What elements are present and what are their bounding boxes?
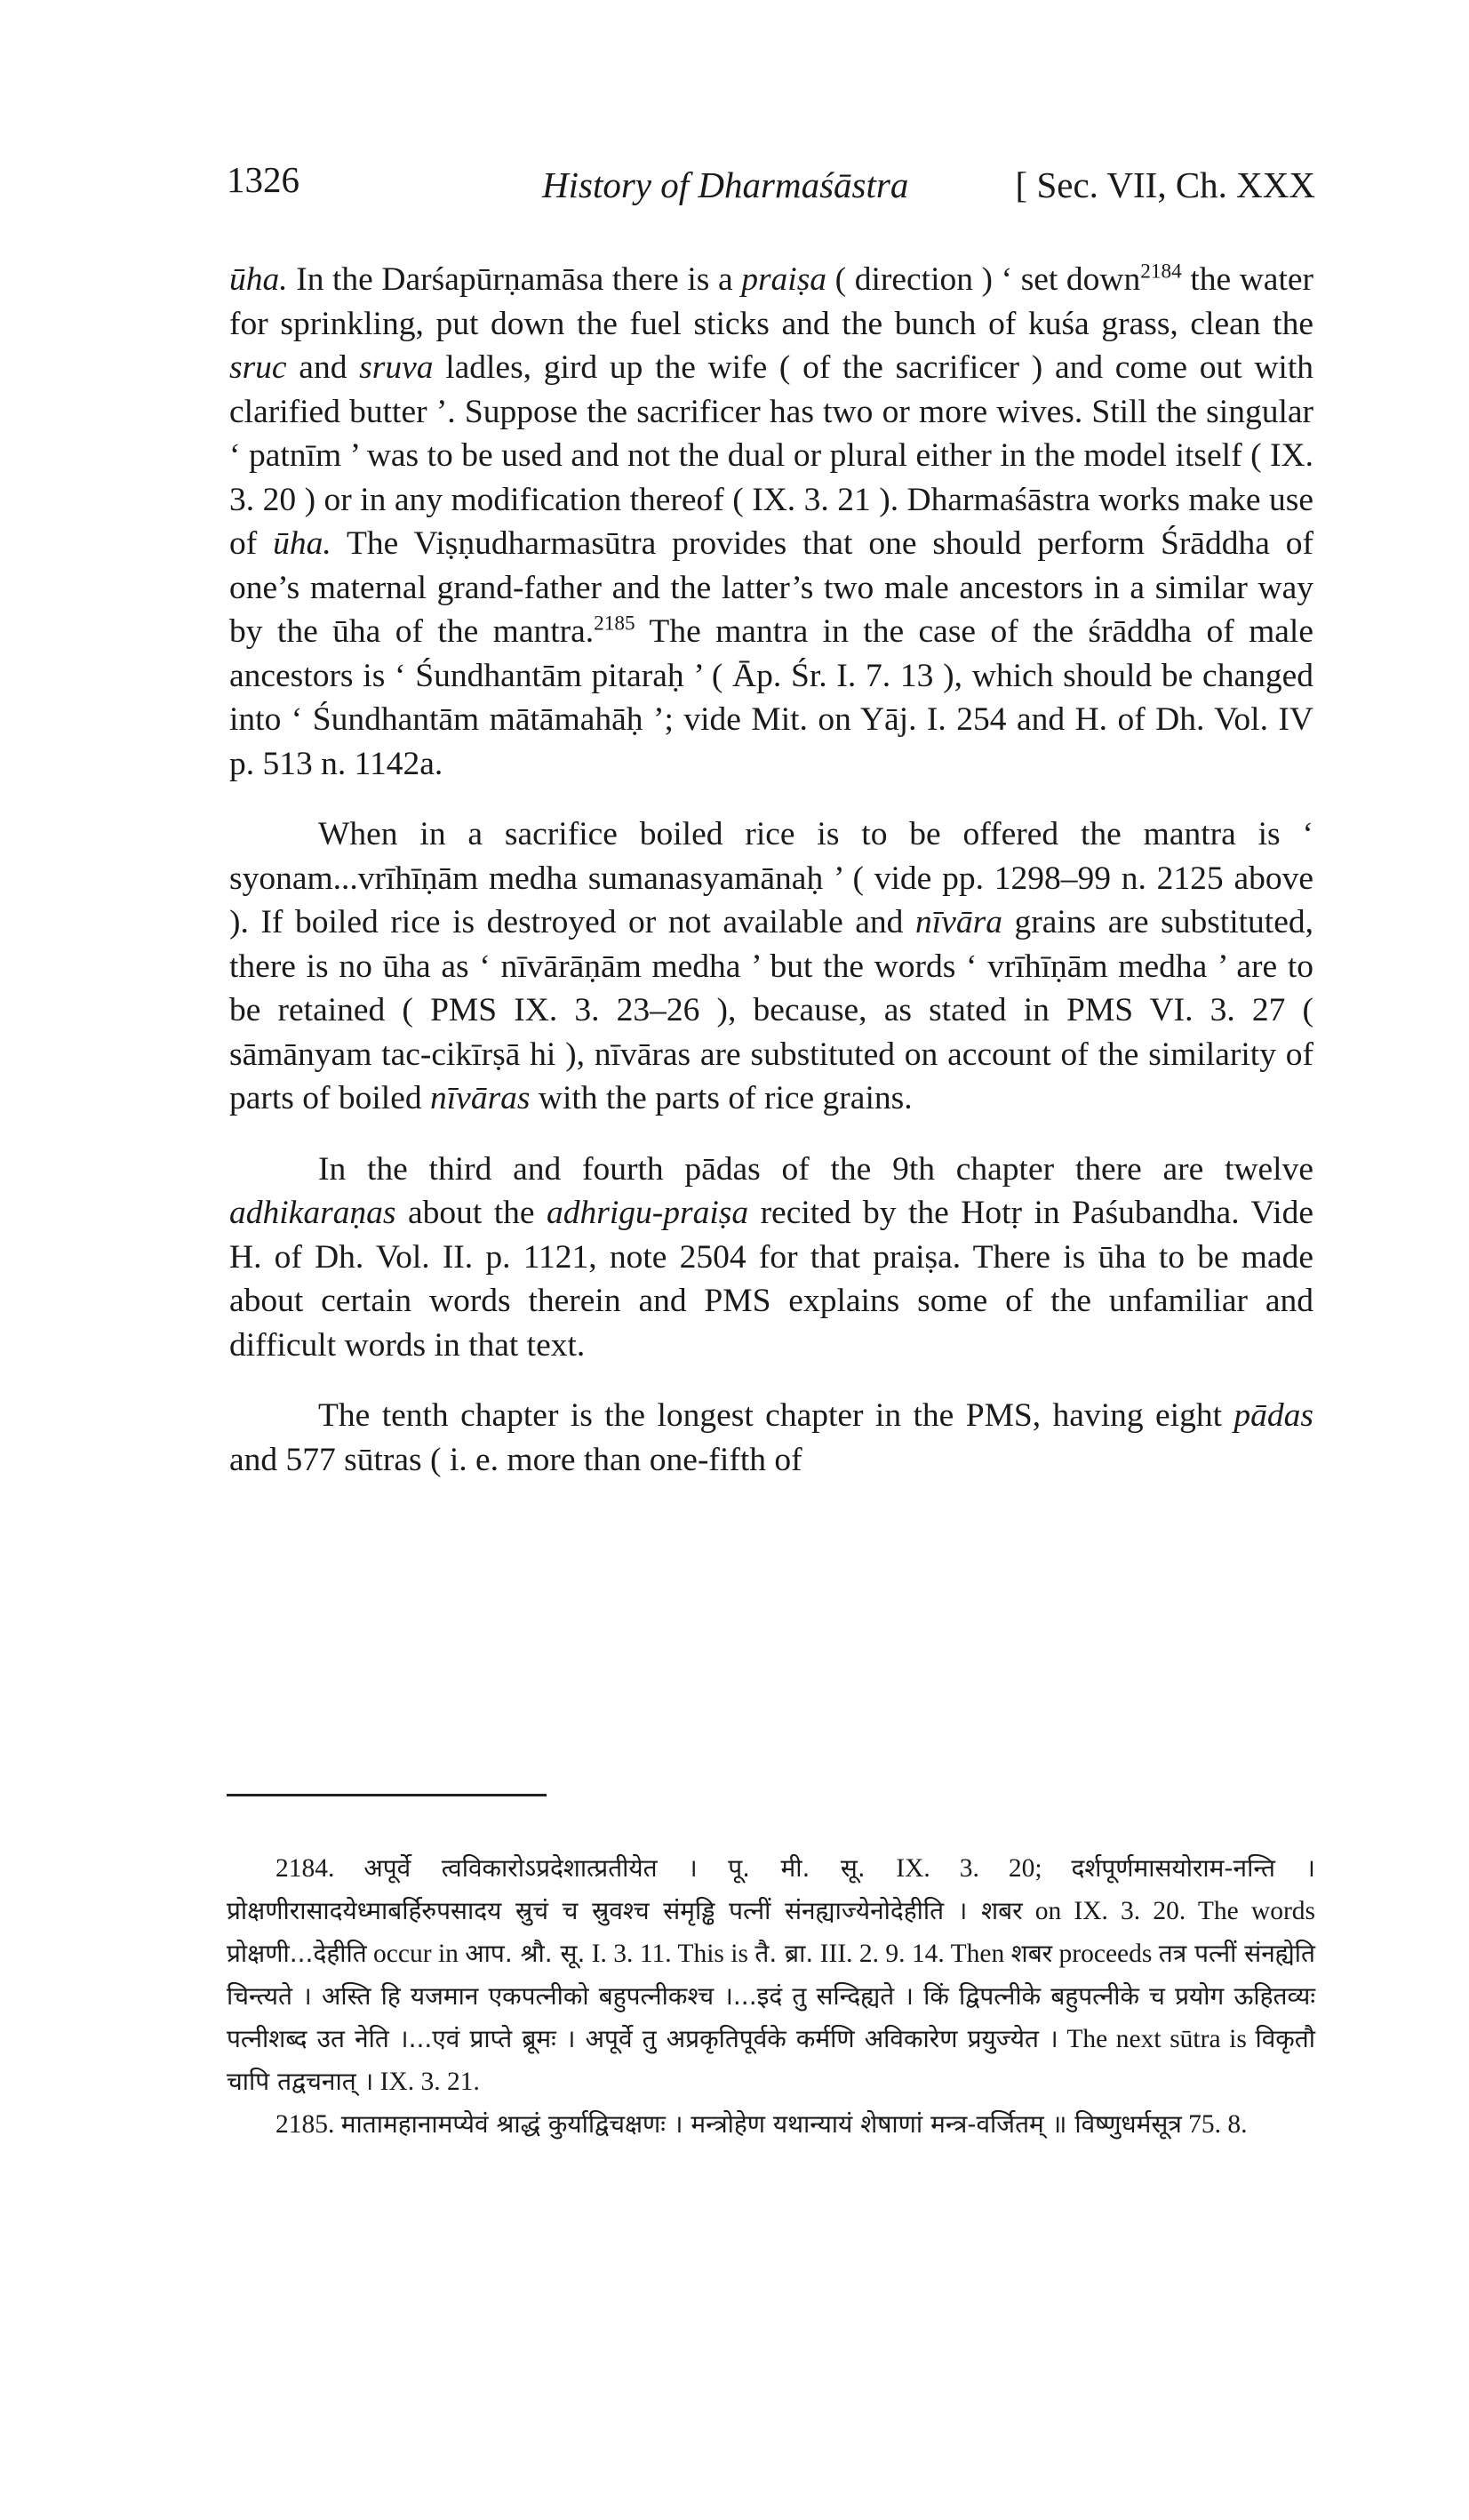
italic-term: pādas	[1233, 1397, 1313, 1434]
page-number: 1326	[227, 159, 299, 200]
italic-term: praiṣa	[741, 261, 827, 298]
italic-term: sruva	[359, 349, 434, 386]
text-run: the water for sprinkling, put down the fuel sticks and the bunch of kuśa grass, clean the	[229, 261, 1314, 342]
section-label: [ Sec. VII, Ch. XXX	[1015, 164, 1315, 205]
text-run: In the third and fourth pādas of the 9th chapter there are twelve	[318, 1150, 1313, 1188]
text-run: IX. 3. 20;	[896, 1854, 1072, 1883]
text-run: about the	[395, 1195, 547, 1231]
italic-term: adhrigu-praiṣa	[547, 1195, 749, 1231]
devanagari-text: विकृतौ चापि तद्वचनात् ।	[227, 2024, 1315, 2096]
running-title: History of Dharmaśāstra	[542, 164, 909, 205]
devanagari-text: तत्र पत्नीं संनह्येति चिन्त्यते । अस्ति हि यजमान एकपत्नीको बहुपत्नीकश्च ।...इदं तु सन्दिह्यते । किं द्विपत्नीके बहुपत्नीके च प्रयोग ऊहितव्यः पत्नीशब्द उत नेति ।...एवं प्राप्ते ब्रूमः । अपूर्वे तु अप्रकृतिपूर्वके कर्मणि अविकारेण प्रयुज्येत ।	[227, 1939, 1315, 2053]
paragraph	[229, 1148, 1313, 1368]
italic-term: sruc	[229, 349, 287, 386]
text-run: When in a sacrifice boiled rice is to be offered the mantra is ‘ syonam...vrīhīṇām medha sumanasyamānaḥ ’ ( vide pp. 1298–99 n. 2125 above ). If boiled rice is destroyed or not available and	[229, 816, 1313, 940]
text-run: 2185.	[275, 2110, 341, 2139]
devanagari-text: मातामहानामप्येवं श्राद्धं कुर्याद्विचक्षणः । मन्त्रोहेण यथान्यायं शेषाणां मन्त्र-वर्जितम् ॥ विष्णुधर्मसूत्र	[340, 2109, 1182, 2139]
text-run: recited by the Hotṛ in Paśubandha. Vide H. of Dh. Vol. II. p. 1121, note 2504 for that praiṣa. There is ūha to be made about certain words therein and PMS explains some of the unfamiliar and difficult words in that text.	[229, 1195, 1313, 1364]
paragraph	[229, 258, 1313, 786]
italic-term: ūha.	[273, 525, 331, 562]
footnote	[227, 1847, 1315, 2103]
text-run: with the parts of rice grains.	[530, 1080, 913, 1116]
devanagari-text: तै. ब्रा.	[754, 1939, 814, 1968]
text-run: and 577 sūtras ( i. e. more than one-fifth of	[229, 1441, 802, 1478]
devanagari-text: अपूर्वे त्वविकारोऽप्रदेशात्प्रतीयेत । पू. मी. सू.	[363, 1853, 897, 1883]
text-run: on IX. 3. 20. The words	[1022, 1897, 1315, 1925]
italic-term: nīvāra	[915, 904, 1002, 940]
text-run: IX. 3. 21.	[373, 2068, 480, 2096]
footnote	[227, 2103, 1315, 2146]
text-run: In the Darśapūrṇamāsa there is a	[287, 261, 742, 298]
italic-term: adhikaraṇas	[229, 1195, 396, 1231]
devanagari-text: आप. श्रौ. सू.	[465, 1939, 586, 1968]
text-run: and	[286, 349, 360, 386]
text-run: III. 2. 9. 14. Then	[813, 1940, 1011, 1968]
text-run: 2184.	[275, 1854, 364, 1883]
italic-term: ūha.	[229, 261, 288, 298]
text-run: 75. 8.	[1181, 2110, 1248, 2139]
main-text	[229, 258, 1313, 1482]
text-run: occur in	[366, 1940, 466, 1968]
paragraph	[229, 1394, 1313, 1482]
text-run: The next sūtra is	[1058, 2025, 1256, 2053]
text-run: The tenth chapter is the longest chapter in the PMS, having eight	[318, 1397, 1234, 1434]
text-run: The mantra in the case of the śrāddha of male ancestors is ‘ Śundhantām pitaraḥ ’ ( Āp. Śr. I. 7. 13 ), which should be changed into ‘ Śundhantām mātāmahāḥ ’; vide Mit. on Yāj. I. 254 and H. of Dh. Vol. IV p. 513 n. 1142a.	[229, 613, 1313, 782]
text-run: ladles, gird up the wife ( of the sacrificer ) and come out with clarified butter ’. Suppose the sacrificer has two or more wives. Still the singular ‘ patnīm ’ was to be used and not the dual or plural either in the model itself ( IX. 3. 20 ) or in any modification thereof ( IX. 3. 21 ). Dharmaśāstra works make use of	[229, 349, 1313, 562]
text-run: ( direction ) ‘ set down	[826, 261, 1141, 298]
footnotes	[227, 1847, 1315, 2146]
running-header	[227, 158, 1315, 212]
footnote-ref: 2184	[1140, 260, 1182, 284]
text-run: The Viṣṇudharmasūtra provides that one should perform Śrāddha of one’s maternal grand-father and the latter’s two male ancestors in a similar way by the ūha of the mantra.	[229, 525, 1313, 650]
devanagari-text: प्रोक्षणी...देहीति	[227, 1939, 367, 1968]
devanagari-text: शबर	[1010, 1939, 1053, 1968]
text-run: proceeds	[1052, 1940, 1159, 1968]
text-run: I. 3. 11. This is	[585, 1940, 755, 1968]
text-run: grains are substituted, there is no ūha as ‘ nīvārāṇām medha ’ but the words ‘ vrīhīṇām medha ’ are to be retained ( PMS IX. 3. 23–26 ), because, as stated in PMS VI. 3. 27 ( sāmānyam tac-cikīrṣā hi ), nīvāras are substituted on account of the similarity of parts of boiled	[229, 904, 1314, 1116]
devanagari-text: दर्शपूर्णमासयोराम-नन्ति । प्रोक्षणीरासादयेध्माबर्हिरुपसादय स्रुचं च स्रुवश्च संमृड्ढि पत्नीं संनह्याज्येनोदेहीति । शबर	[227, 1853, 1316, 1925]
footnote-divider	[227, 1794, 547, 1796]
footnote-ref: 2185	[594, 612, 635, 636]
paragraph	[229, 812, 1313, 1121]
italic-term: nīvāras	[430, 1080, 531, 1116]
